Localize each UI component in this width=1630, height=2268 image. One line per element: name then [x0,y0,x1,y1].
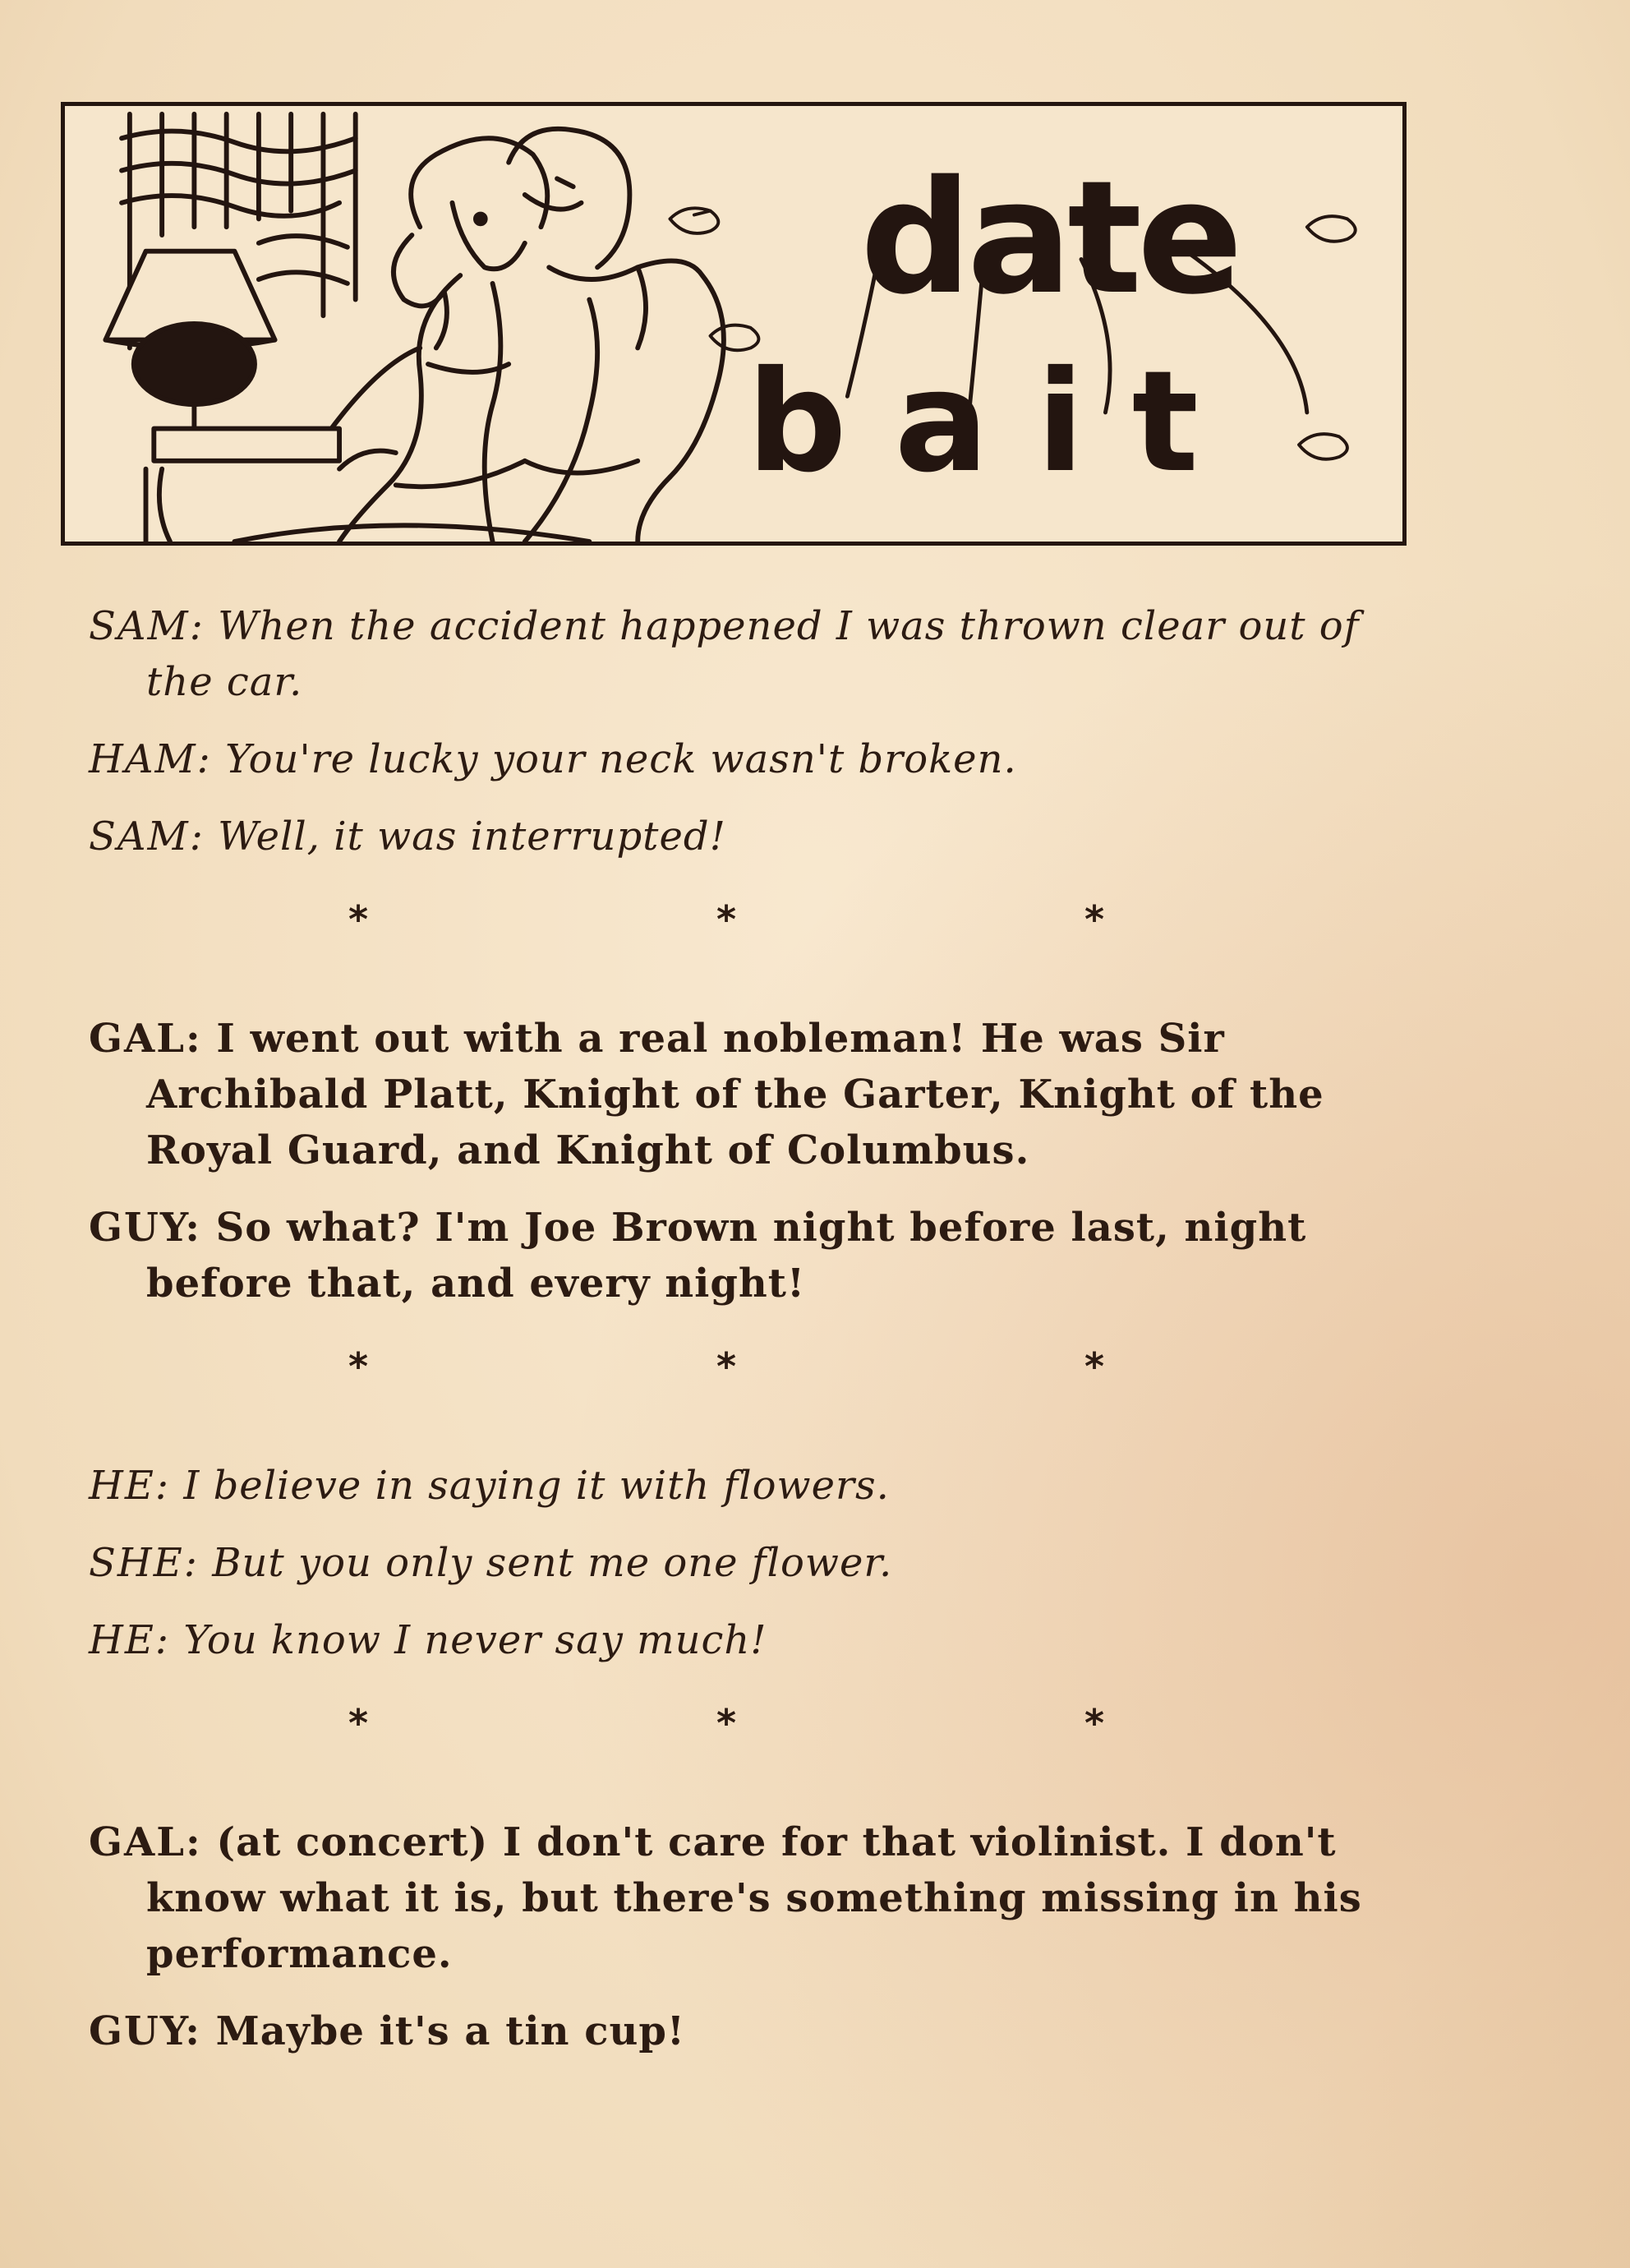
dialogue-text: I believe in saying it with flowers. [183,1463,890,1509]
dialogue-text: When the accident happened I was thrown clear out of the car. [146,603,1360,705]
speaker: GUY: [89,2008,201,2054]
speaker: HE: [89,1463,171,1509]
dialogue-text: So what? I'm Joe Brown night before last, night before that, and every night! [146,1205,1307,1307]
dialogue-line [89,2003,1387,2059]
joke-1 [89,598,1387,864]
speaker: HAM: [89,736,212,782]
speaker: GAL: [89,1016,202,1062]
dialogue-text: But you only sent me one flower. [212,1540,893,1586]
star-icon: * [716,1344,737,1389]
dialogue-text: Well, it was interrupted! [218,814,726,860]
woman-figure [339,138,547,542]
star-icon: * [1084,897,1105,942]
jokes-section [89,598,1387,2081]
dialogue-text: You're lucky your neck wasn't broken. [225,736,1017,782]
dialogue-text: (at concert) I don't care for that violinist. I don't know what it is, but there's something missing in his performance. [146,1819,1362,1977]
title-date: date [860,147,1238,329]
speaker: GUY: [89,1205,201,1251]
dialogue-line [89,1535,1387,1591]
joke-2 [89,1011,1387,1311]
dialogue-line [89,598,1387,710]
dialogue-line [89,1200,1387,1311]
joke-4 [89,1814,1387,2059]
speaker: HE: [89,1617,171,1663]
separator-stars [89,1344,1387,1394]
man-figure [509,129,724,542]
speaker: GAL: [89,1819,202,1865]
dialogue-text: Maybe it's a tin cup! [215,2008,685,2054]
dialogue-text: You know I never say much! [183,1617,767,1663]
dialogue-line [89,1458,1387,1514]
star-icon: * [716,897,737,942]
star-icon: * [716,1701,737,1745]
dialogue-line [89,731,1387,787]
dialogue-line [89,809,1387,864]
dialogue-line [89,1814,1387,1982]
star-icon: * [348,1344,369,1389]
joke-3 [89,1458,1387,1668]
speaker: SHE: [89,1540,199,1586]
dialogue-line [89,1612,1387,1668]
star-icon: * [1084,1701,1105,1745]
star-icon: * [348,1701,369,1745]
title-bait: bait [747,341,1246,504]
separator-stars [89,1701,1387,1750]
dialogue-text: I went out with a real nobleman! He was Sir Archibald Platt, Knight of the Garter, Knight of the Royal Guard, and Knight of Columbus. [146,1016,1324,1173]
star-icon: * [1084,1344,1105,1389]
separator-stars [89,897,1387,947]
star-icon: * [348,897,369,942]
speaker: SAM: [89,814,205,860]
dialogue-line [89,1011,1387,1178]
speaker: SAM: [89,603,205,649]
date-bait-header-panel [61,102,1407,546]
